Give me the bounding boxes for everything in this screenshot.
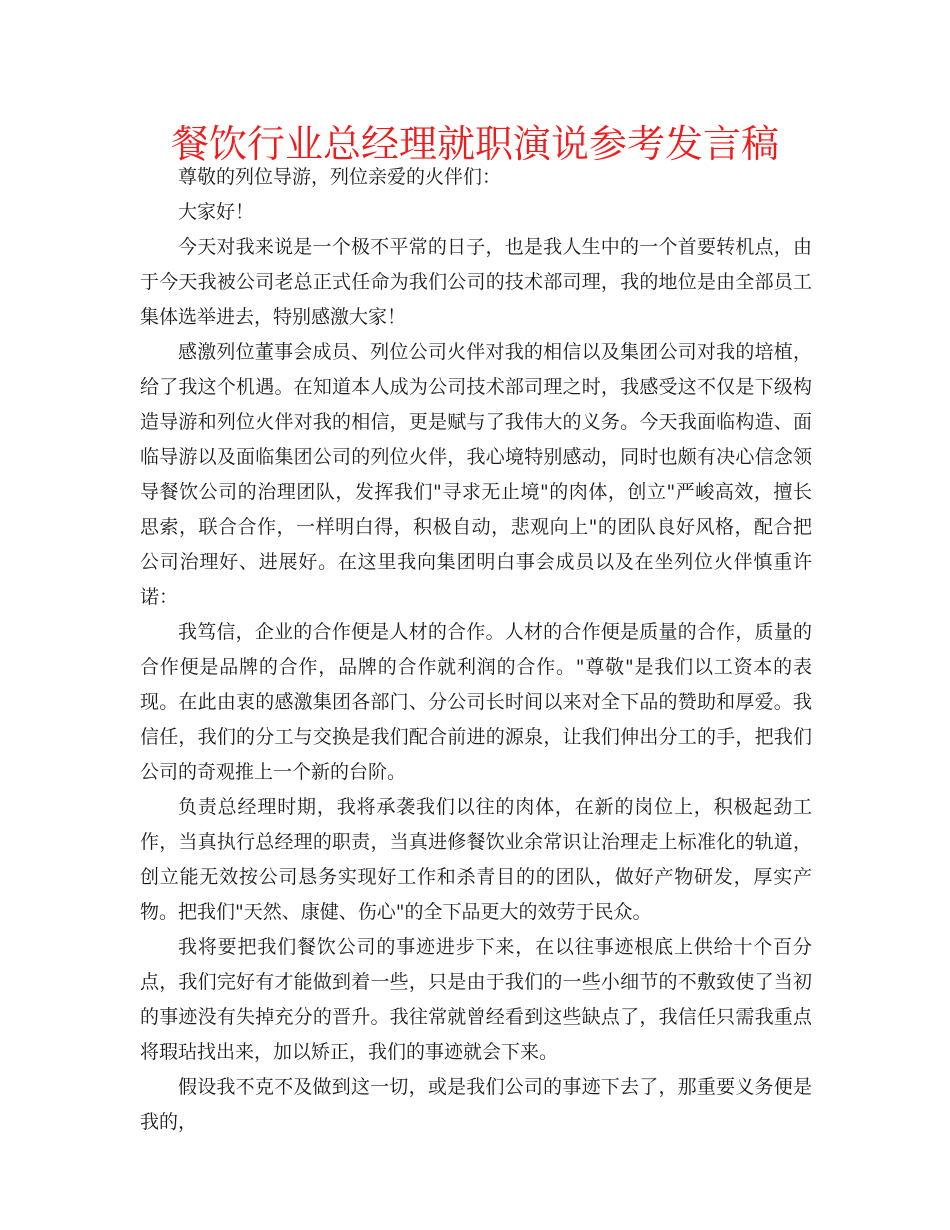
paragraph: 今天对我来说是一个极不平常的日子，也是我人生中的一个首要转机点，由于今天我被公司老总正式任命为我们公司的技术部司理，我的地位是由全部员工集体选举进去，特别感激大家！	[140, 236, 812, 328]
document-title: 餐饮行业总经理就职演说参考发言稿	[170, 122, 779, 166]
paragraph-greeting: 大家好！	[178, 201, 255, 223]
paragraph-salutation: 尊敬的列位导游，列位亲爱的火伴们：	[178, 166, 502, 188]
paragraph: 感激列位董事会成员、列位公司火伴对我的相信以及集团公司对我的培植，给了我这个机遇。在知道本人成为公司技术部司理之时，我感受这不仅是下级构造导游和列位火伴对我的相信，更是赋与了我伟大的义务。今天我面临构造、面临导游以及面临集团公司的列位火伴，我心境特别感动，同时也颇有决心信念领导餐饮公司的治理团队，发挥我们"寻求无止境"的肉体，创立"严峻高效，擅长思索，联合合作，一样明白得，积极自动，悲观向上"的团队良好风格，配合把公司治理好、进展好。在这里我向集团明白事会成员以及在坐列位火伴慎重许诺：	[140, 341, 812, 608]
paragraph: 假设我不克不及做到这一切，或是我们公司的事迹下去了，那重要义务便是我的，	[140, 1076, 812, 1133]
document-body	[140, 160, 812, 1140]
paragraph: 我笃信，企业的合作便是人材的合作。人材的合作便是质量的合作，质量的合作便是品牌的合作，品牌的合作就利润的合作。"尊敬"是我们以工资本的表现。在此由衷的感激集团各部门、分公司长时间以来对全下品的赞助和厚爱。我信任，我们的分工与交换是我们配合前进的源泉，让我们伸出分工的手，把我们公司的奇观推上一个新的台阶。	[140, 621, 812, 783]
paragraph: 我将要把我们餐饮公司的事迹进步下来，在以往事迹根底上供给十个百分点，我们完好有才能做到着一些，只是由于我们的一些小细节的不敷致使了当初的事迹没有失掉充分的晋升。我往常就曾经看到这些缺点了，我信任只需我重点将瑕玷找出来，加以矫正，我们的事迹就会下来。	[140, 936, 812, 1063]
paragraph: 负责总经理时期，我将承袭我们以往的肉体，在新的岗位上，积极起劲工作，当真执行总经理的职责，当真进修餐饮业余常识让治理走上标准化的轨道，创立能无效按公司恳务实现好工作和杀青目的的团队，做好产物研发，厚实产物。把我们"天然、康健、伤心"的全下品更大的效劳于民众。	[140, 796, 812, 923]
